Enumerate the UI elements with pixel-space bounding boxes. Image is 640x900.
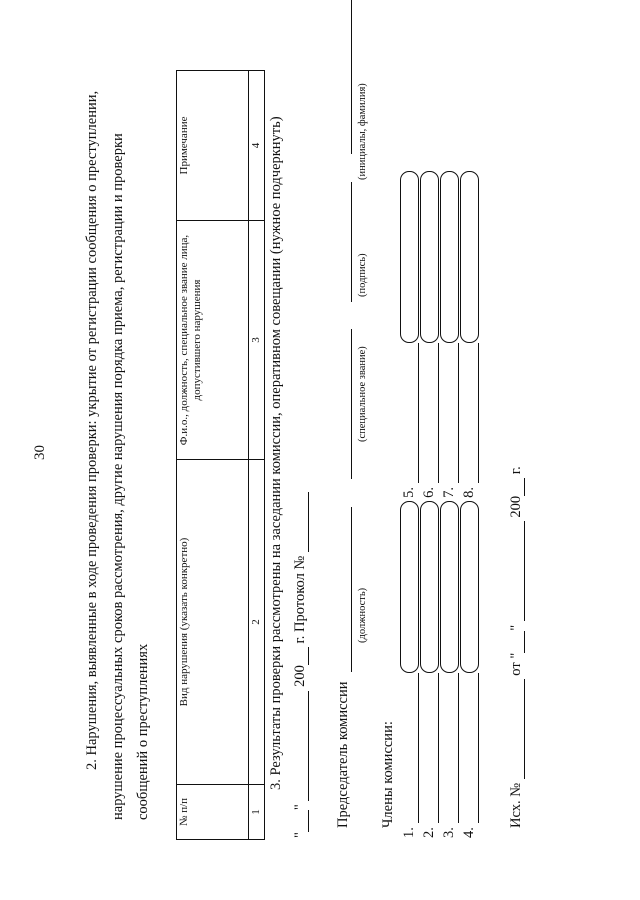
violations-table <box>176 70 265 840</box>
chairman-line <box>335 0 352 828</box>
outgoing-quote-close: " <box>508 624 524 631</box>
header-violation-type: Вид нарушения (указать конкретно) <box>177 460 249 785</box>
member-number-6: 6. <box>420 487 437 498</box>
outgoing-label: Исх. № <box>508 782 524 828</box>
section2-line3: сообщений о преступлениях <box>135 643 151 820</box>
header-number: № п/п <box>177 785 249 840</box>
date-year: 200 <box>292 665 308 687</box>
member-number-1: 1. <box>400 827 417 838</box>
header-note: Примечание <box>177 71 249 221</box>
page-number: 30 <box>32 445 48 460</box>
outgoing-suffix: г. <box>508 466 524 475</box>
caption-name: (инициалы, фамилия) <box>357 83 368 180</box>
col-number-4: 4 <box>249 71 265 221</box>
date-suffix: г. Протокол № <box>292 555 308 644</box>
section2-line2: нарушение процессуальных сроков рассмотрения, другие нарушения порядка приема, регистрации и проверки <box>110 133 126 820</box>
outgoing-year: 200 <box>508 495 524 518</box>
date-quote-close: " <box>292 804 308 811</box>
col-number-3: 3 <box>249 221 265 460</box>
col-number-1: 1 <box>249 785 265 840</box>
section3-line1: 3. Результаты проверки рассмотрены на заседании комиссии, оперативном совещании (нужное подчеркнуть) <box>268 116 284 790</box>
member-number-3: 3. <box>440 827 457 838</box>
caption-signature: (подпись) <box>357 253 368 297</box>
member-number-7: 7. <box>440 487 457 498</box>
member-number-2: 2. <box>420 827 437 838</box>
col-number-2: 2 <box>249 460 265 785</box>
member-row-4 <box>460 171 479 838</box>
member-number-5: 5. <box>400 487 417 498</box>
member-row-2 <box>420 171 439 838</box>
members-label: Члены комиссии: <box>380 721 396 828</box>
section2-line1: 2. Нарушения, выявленные в ходе проведения проверки: укрытие от регистрации сообщения о преступлении, <box>84 90 100 770</box>
caption-position: (должность) <box>357 587 368 643</box>
member-number-8: 8. <box>460 487 477 498</box>
outgoing-quote-open: " <box>508 652 524 659</box>
chairman-label: Председатель комиссии <box>335 681 351 828</box>
outgoing-from: от <box>508 662 524 676</box>
header-person: Ф.и.о., должность, специальное звание лица, допустившего нарушения <box>177 221 249 460</box>
caption-rank: (специальное звание) <box>357 346 368 442</box>
section3-date-line <box>292 492 309 838</box>
member-number-4: 4. <box>460 827 477 838</box>
member-row-3 <box>440 171 459 838</box>
outgoing-line <box>508 466 525 828</box>
date-quote-open: " <box>292 832 308 838</box>
member-row-1 <box>400 171 419 838</box>
